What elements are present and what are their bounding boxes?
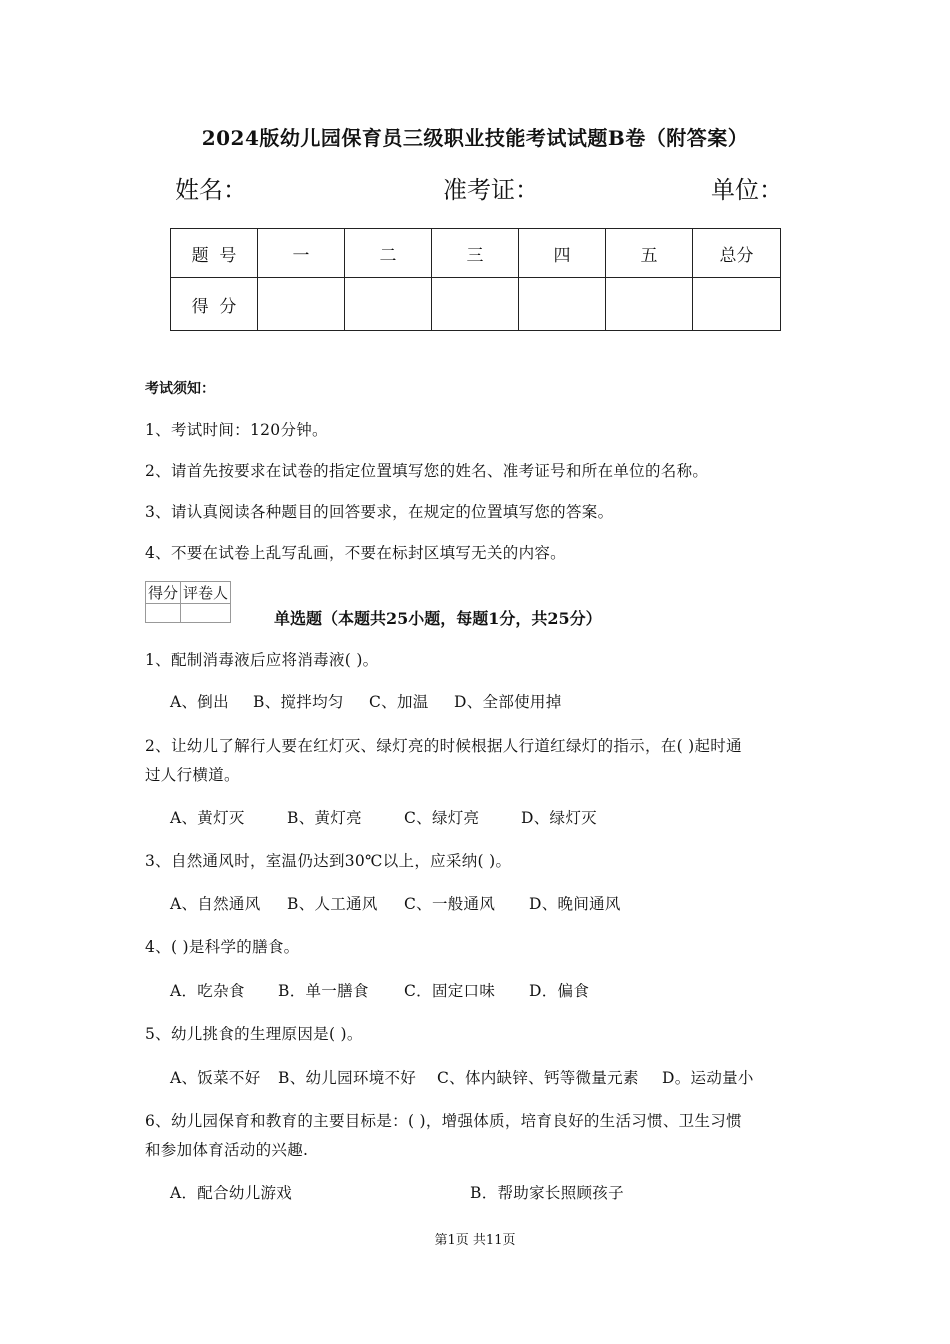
- question-option: D、晚间通风: [529, 895, 621, 913]
- question-option: B．单一膳食: [278, 982, 369, 1000]
- question-option: D、全部使用掉: [454, 693, 562, 711]
- notice-heading: 考试须知：: [145, 381, 215, 397]
- question-option: B、黄灯亮: [287, 809, 362, 827]
- score-header-1: 一: [258, 229, 345, 278]
- question-stem-continued: 过人行横道。: [145, 766, 240, 784]
- score-row-label: 得 分: [171, 278, 258, 331]
- score-cell-2[interactable]: [345, 278, 432, 331]
- score-header-4: 四: [519, 229, 606, 278]
- question-option: A、饭菜不好: [170, 1069, 261, 1087]
- question-stem: 2、让幼儿了解行人要在红灯灭、绿灯亮的时候根据人行道红绿灯的指示，在( )起时通: [145, 737, 742, 755]
- grader-reviewer-cell[interactable]: [181, 604, 231, 623]
- question-option: A、倒出: [170, 693, 229, 711]
- question-option: B、人工通风: [287, 895, 378, 913]
- question-option: C、体内缺锌、钙等微量元素: [437, 1069, 639, 1087]
- question-option: A．吃杂食: [170, 982, 245, 1000]
- question-option: A、自然通风: [170, 895, 261, 913]
- question-option: B、搅拌均匀: [253, 693, 344, 711]
- score-header-2: 二: [345, 229, 432, 278]
- page-footer: 第1页 共11页: [434, 1233, 516, 1248]
- score-cell-total[interactable]: [693, 278, 781, 331]
- question-option: A．配合幼儿游戏: [170, 1184, 293, 1202]
- notice-item: 3、请认真阅读各种题目的回答要求，在规定的位置填写您的答案。: [145, 503, 614, 521]
- score-cell-4[interactable]: [519, 278, 606, 331]
- question-option: B、幼儿园环境不好: [278, 1069, 417, 1087]
- score-header-5: 五: [606, 229, 693, 278]
- question-stem: 4、( )是科学的膳食。: [145, 938, 300, 956]
- score-header-label: 题 号: [171, 229, 258, 278]
- notice-item: 1、考试时间：120分钟。: [145, 421, 328, 439]
- score-header-total: 总分: [693, 229, 781, 278]
- question-stem: 3、自然通风时，室温仍达到30℃以上，应采纳( )。: [145, 852, 512, 870]
- question-stem: 6、幼儿园保育和教育的主要目标是：( )，增强体质，培育良好的生活习惯、卫生习惯: [145, 1112, 742, 1130]
- question-option: A、黄灯灭: [170, 809, 245, 827]
- grader-box: [145, 581, 231, 623]
- name-field-label: 姓名：: [175, 176, 247, 204]
- grader-score-cell[interactable]: [146, 604, 181, 623]
- exam-number-field-label: 准考证：: [443, 176, 539, 204]
- question-option: C、加温: [369, 693, 429, 711]
- score-cell-5[interactable]: [606, 278, 693, 331]
- section-title: 单选题（本题共25小题，每题1分，共25分）: [274, 609, 602, 628]
- score-header-3: 三: [432, 229, 519, 278]
- question-option: D。运动量小: [662, 1069, 754, 1087]
- question-option: D、绿灯灭: [521, 809, 597, 827]
- question-option: C、一般通风: [404, 895, 496, 913]
- question-option: C．固定口味: [404, 982, 496, 1000]
- score-table: [170, 228, 781, 331]
- question-stem: 1、配制消毒液后应将消毒液( )。: [145, 651, 379, 669]
- grader-score-label: 得分: [146, 582, 181, 604]
- unit-field-label: 单位：: [711, 176, 783, 204]
- question-option: D．偏食: [529, 982, 590, 1000]
- question-option: B．帮助家长照顾孩子: [470, 1184, 624, 1202]
- grader-reviewer-label: 评卷人: [181, 582, 231, 604]
- notice-item: 4、不要在试卷上乱写乱画，不要在标封区填写无关的内容。: [145, 544, 566, 562]
- score-cell-1[interactable]: [258, 278, 345, 331]
- question-option: C、绿灯亮: [404, 809, 480, 827]
- question-stem: 5、幼儿挑食的生理原因是( )。: [145, 1025, 363, 1043]
- score-cell-3[interactable]: [432, 278, 519, 331]
- page-title: 2024版幼儿园保育员三级职业技能考试试题B卷（附答案）: [201, 126, 749, 150]
- notice-item: 2、请首先按要求在试卷的指定位置填写您的姓名、准考证号和所在单位的名称。: [145, 462, 709, 480]
- question-stem-continued: 和参加体育活动的兴趣.: [145, 1141, 309, 1159]
